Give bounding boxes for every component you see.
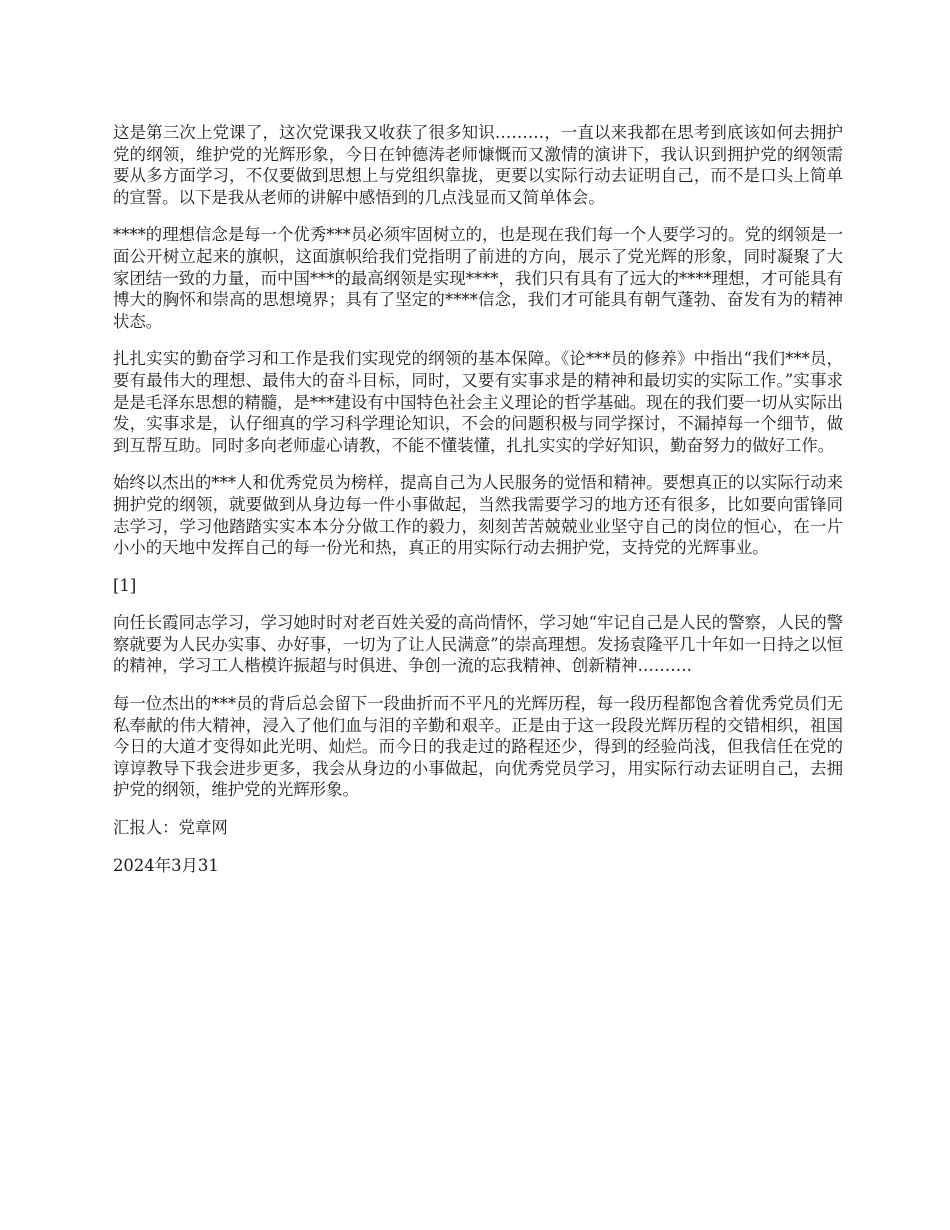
paragraph-intro: 这是第三次上党课了，这次党课我又收获了很多知识………，一直以来我都在思考到底该如何去拥护党的纲领，维护党的光辉形象，今日在钟德涛老师慷慨而又激情的演讲下，我认识到拥护党的纲领需要从多方面学习，不仅要做到思想上与党组织靠拢，更要以实际行动去证明自己，而不是口头上简单的宣誓。以下是我从老师的讲解中感悟到的几点浅显而又简单体会。 [113, 123, 843, 207]
date-line: 2024年3月31 [113, 855, 219, 875]
paragraph-learn-from-models: 向任长霞同志学习，学习她时时对老百姓关爱的高尚情怀，学习她“牢记自己是人民的警察，人民的警察就要为人民办实事、办好事，一切为了让人民满意”的崇高理想。发扬袁隆平几十年如一日持之以恒的精神，学习工人楷模许振超与时俱进、争创一流的忘我精神、创新精神………. [113, 613, 843, 676]
paragraph-study: 扎扎实实的勤奋学习和工作是我们实现党的纲领的基本保障。《论***员的修养》中指出“我们***员，要有最伟大的理想、最伟大的奋斗目标，同时，又要有实事求是的精神和最切实的实际工作。”实事求是是毛泽东思想的精髓，是***建设有中国特色社会主义理论的哲学基础。现在的我们要一切从实际出发，实事求是，认仔细真的学习科学理论知识，不会的问题积极与同学探讨，不漏掉每一个细节，做到互帮互助。同时多向老师虚心请教，不能不懂装懂，扎扎实实的学好知识，勤奋努力的做好工作。 [113, 349, 843, 455]
paragraph-role-models: 始终以杰出的***人和优秀党员为榜样，提高自己为人民服务的觉悟和精神。要想真正的以实际行动来拥护党的纲领，就要做到从身边每一件小事做起，当然我需要学习的地方还有很多，比如要向雷锋同志学习，学习他踏踏实实本本分分做工作的毅力，刻刻苦苦兢兢业业坚守自己的岗位的恒心，在一片小小的天地中发挥自己的每一份光和热，真正的用实际行动去拥护党，支持党的光辉事业。 [113, 473, 843, 558]
footnote-marker: [1] [113, 575, 137, 595]
reporter-line: 汇报人：党章网 [113, 818, 228, 838]
paragraph-conclusion: 每一位杰出的***员的背后总会留下一段曲折而不平凡的光辉历程，每一段历程都饱含着优秀党员们无私奉献的伟大精神，浸入了他们血与泪的辛勤和艰辛。正是由于这一段段光辉历程的交错相织，祖国今日的大道才变得如此光明、灿烂。而今日的我走过的路程还少，得到的经验尚浅，但我信任在党的谆谆教导下我会进步更多，我会从身边的小事做起，向优秀党员学习，用实际行动去证明自己，去拥护党的纲领，维护党的光辉形象。 [113, 694, 843, 800]
document-body [113, 122, 843, 892]
paragraph-ideals: ****的理想信念是每一个优秀***员必须牢固树立的，也是现在我们每一个人要学习的。党的纲领是一面公开树立起来的旗帜，这面旗帜给我们党指明了前进的方向，展示了党光辉的形象，同时凝聚了大家团结一致的力量，而中国***的最高纲领是实现****，我们只有具有了远大的****理想，才可能具有博大的胸怀和崇高的思想境界；具有了坚定的****信念，我们才可能具有朝气蓬勃、奋发有为的精神状态。 [113, 225, 843, 331]
